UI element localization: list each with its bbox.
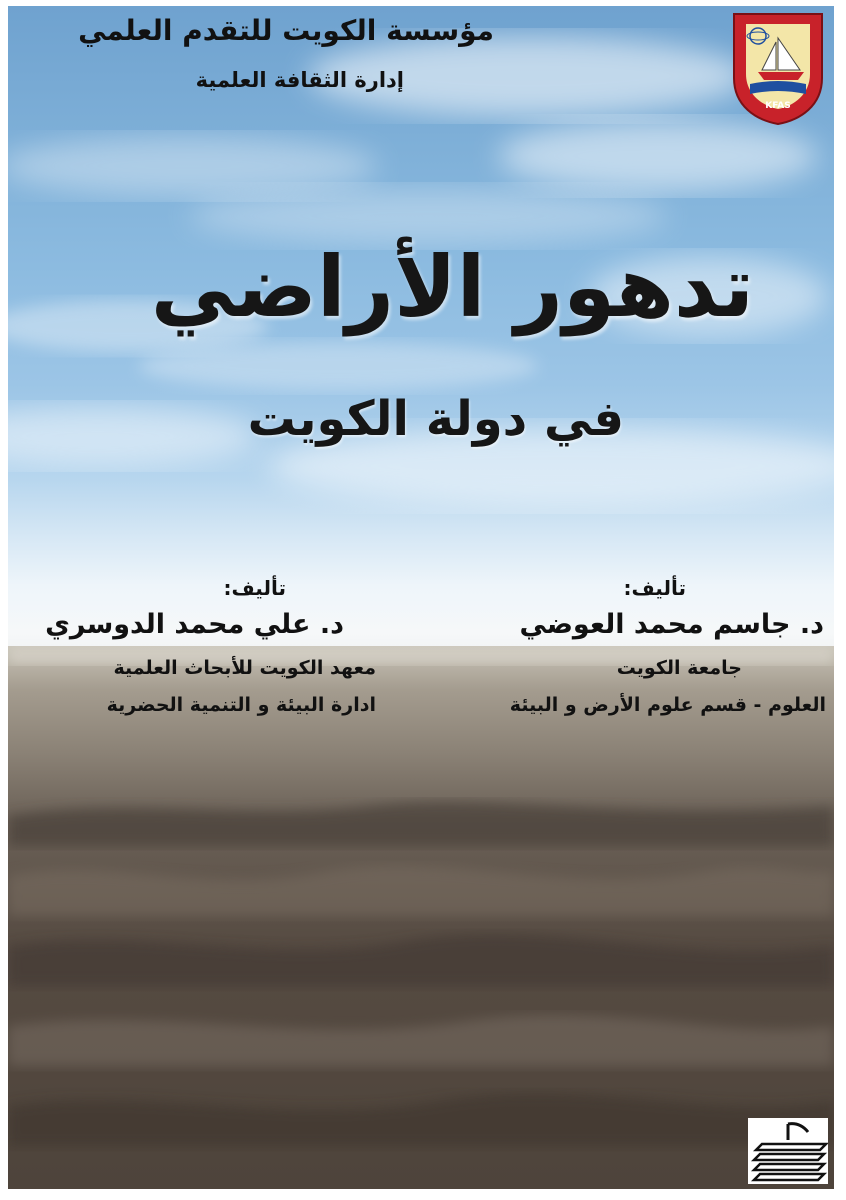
author-2-affiliation-2: ادارة البيئة و التنمية الحضرية (106, 694, 376, 716)
book-subtitle: في دولة الكويت (247, 391, 624, 447)
publisher-name: مؤسسة الكويت للتقدم العلمي (78, 14, 494, 47)
book-title: تدهور الأراضي (150, 238, 754, 336)
author-1-name: د. جاسم محمد العوضي (519, 609, 824, 640)
kfas-emblem-icon (728, 8, 828, 126)
desert-landscape (8, 646, 834, 1189)
book-cover (8, 6, 834, 1189)
publisher-department: إدارة الثقافة العلمية (195, 68, 404, 92)
author-2-byline: تأليف: (223, 576, 286, 600)
author-1-affiliation-1: جامعة الكويت (616, 657, 742, 679)
author-1-affiliation-2: العلوم - قسم علوم الأرض و البيئة (509, 694, 826, 716)
author-2-affiliation-1: معهد الكويت للأبحاث العلمية (113, 657, 376, 679)
author-1-byline: تأليف: (623, 576, 686, 600)
author-2-name: د. علي محمد الدوسري (45, 609, 344, 640)
books-stack-icon (748, 1118, 828, 1184)
kfas-logo-text: KFAS (765, 101, 791, 111)
